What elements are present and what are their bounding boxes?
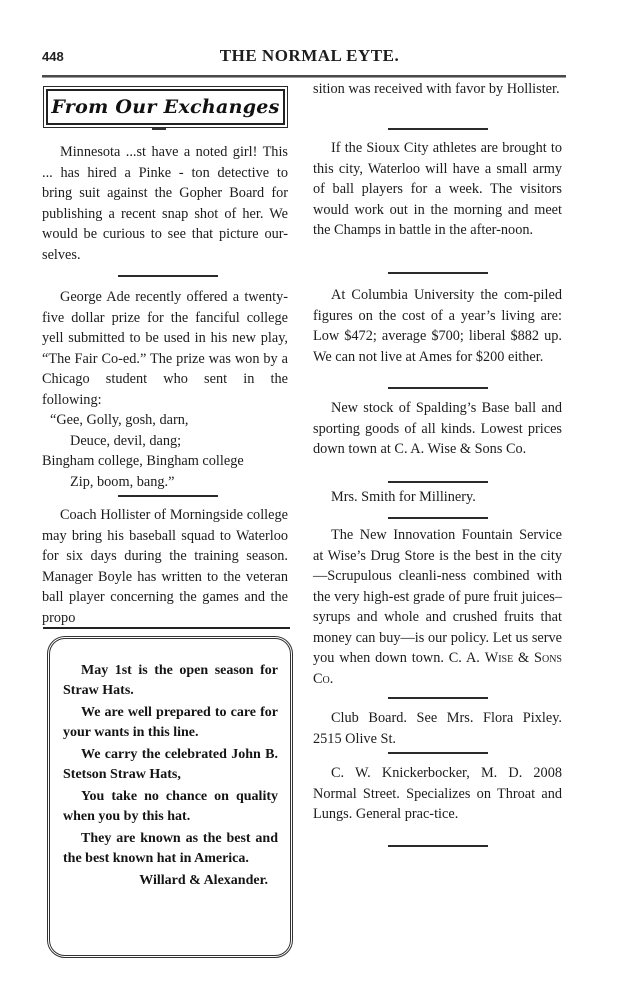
page-number: 448 — [42, 49, 64, 64]
article-george-ade — [42, 287, 288, 492]
article-text: If the Sioux City athletes are brought to this city, Waterloo will have a small army of ball players for a week. The visitors would work out in the morning and meet the Champs in battle in the after-noon. — [313, 140, 562, 238]
ad-paragraph: You take no chance on quality when you by this hat. — [63, 789, 278, 824]
article-separator — [388, 272, 488, 274]
ad-paragraph: We are well prepared to care for your wants in this line. — [63, 705, 278, 740]
article-separator — [388, 752, 488, 754]
ad-club-board — [313, 708, 562, 749]
article-text — [313, 525, 562, 689]
section-title: From Our Exchanges — [51, 96, 280, 118]
article-columbia — [313, 285, 562, 367]
verse-line: Bingham college, Bingham college — [42, 453, 244, 469]
article-text: Mrs. Smith for Millinery. — [331, 489, 476, 505]
ad-fountain-service — [313, 525, 562, 689]
running-title: THE NORMAL EYTE. — [219, 46, 400, 65]
article-separator — [118, 495, 218, 497]
article-minnesota — [42, 142, 288, 265]
ad-paragraph: We carry the celebrated John B. Stetson Straw Hats, — [63, 747, 278, 782]
ad-paragraph: May 1st is the open season for Straw Hats. — [63, 663, 278, 698]
ad-knickerbocker — [313, 763, 562, 825]
verse-line: “Gee, Golly, gosh, darn, — [50, 412, 189, 428]
verse-line: Deuce, devil, dang; — [70, 432, 182, 449]
header-rule — [42, 75, 566, 78]
verse-line: Zip, boom, bang.” — [70, 473, 175, 490]
article-separator — [388, 387, 488, 389]
ad-paragraph: They are known as the best and the best known hat in America. — [63, 831, 278, 866]
article-signoff: Wise & Sons Co. — [313, 650, 562, 687]
article-text: Coach Hollister of Morningside college may bring his baseball squad to Waterloo for six days during the training season. Manager Boyle has written to the veteran ball player concerning the games and the propo — [42, 507, 288, 626]
ad-spaldings — [313, 398, 562, 460]
article-separator — [388, 697, 488, 699]
ad-millinery — [313, 487, 562, 508]
article-text: Club Board. See Mrs. Flora Pixley. 2515 Olive St. — [313, 710, 562, 747]
article-sioux-city — [313, 138, 562, 241]
article-separator — [388, 481, 488, 483]
article-separator — [388, 128, 488, 130]
article-text: Minnesota ...st have a noted girl! This ... has hired a Pinke - ton detective to bring suit against the Gopher Board for publishing a recent snap shot of her. We would be curious to see that picture our-selves. — [42, 144, 288, 263]
advertisement-straw-hats — [63, 661, 278, 894]
ad-signature: Willard & Alexander. — [139, 873, 268, 888]
article-text: sition was received with favor by Hollister. — [313, 81, 560, 97]
article-coach-hollister — [42, 505, 288, 628]
article-continued-hollister — [313, 79, 562, 100]
article-text: George Ade recently offered a twenty-five dollar prize for the fanciful college yell submitted to be used in his new play, “The Fair Co-ed.” The prize was won by a Chicago student who sent in the following: — [42, 289, 288, 408]
article-separator — [118, 275, 218, 277]
article-separator — [388, 517, 488, 519]
article-text: New stock of Spalding’s Base ball and sporting goods of all kinds. Lowest prices down town at C. A. Wise & Sons Co. — [313, 400, 562, 457]
article-text-body: The New Innovation Fountain Service at Wise’s Drug Store is the best in the city—Scrupulous cleanli-ness combined with the very high-est grade of pure fruit juices–syrups and whole and crushed fruits that money can buy—is our policy. Let us serve you when down town. C. A. — [313, 527, 562, 666]
article-separator — [388, 845, 488, 847]
article-text: At Columbia University the com-piled figures on the cost of a year’s living are: Low $472; average $700; liberal $882 up. We can not live at Ames for $200 either. — [313, 287, 562, 365]
section-title-box — [43, 86, 288, 128]
title-ornament — [152, 128, 166, 130]
section-title-frame — [46, 89, 285, 125]
column-rule — [43, 627, 290, 629]
article-text: C. W. Knickerbocker, M. D. 2008 Normal Street. Specializes on Throat and Lungs. General prac-tice. — [313, 765, 562, 822]
